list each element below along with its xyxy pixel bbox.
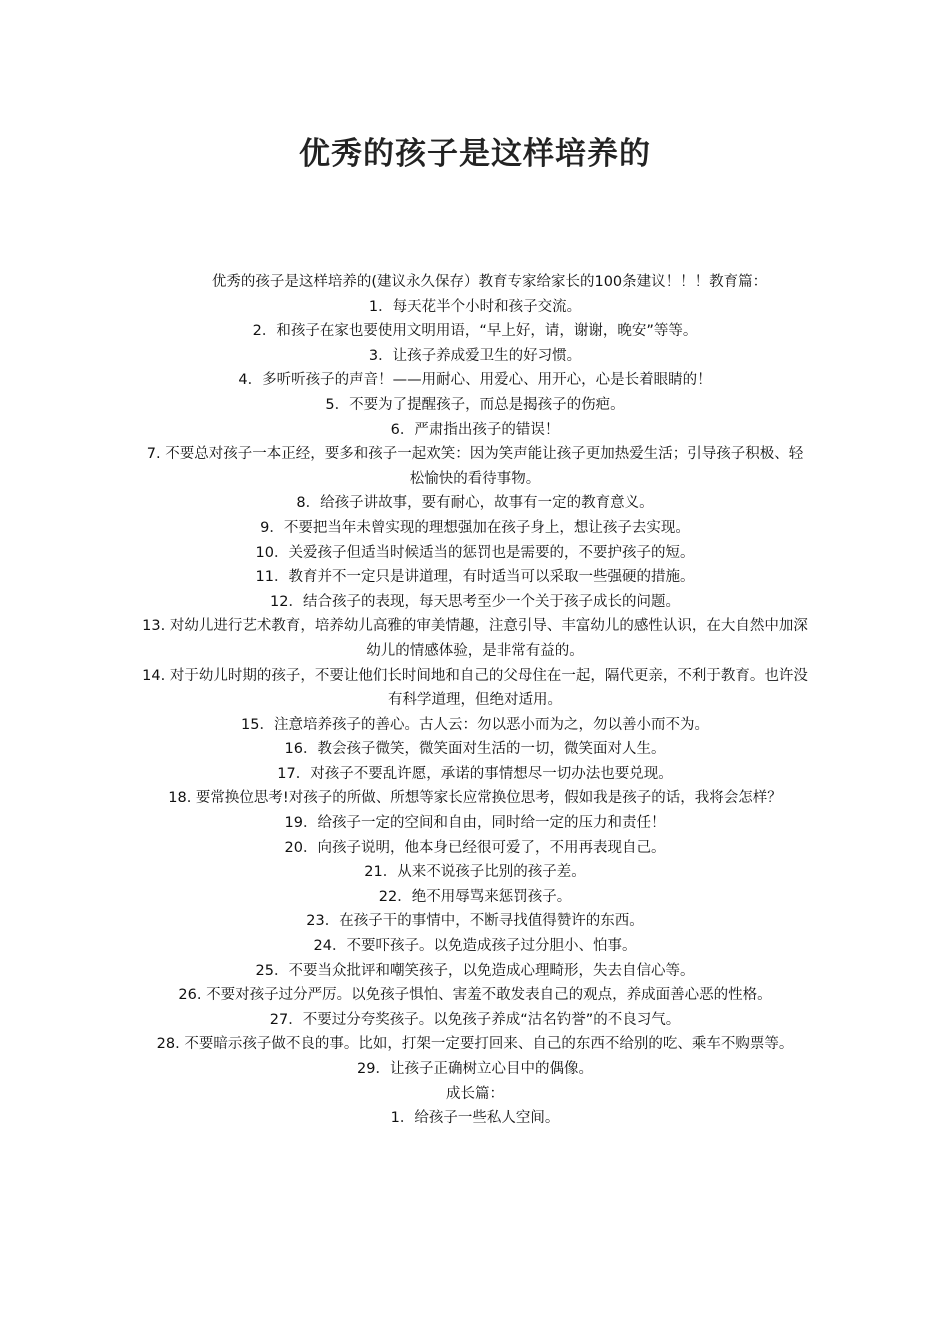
advice-item: 25．不要当众批评和嘲笑孩子，以免造成心理畸形，失去自信心等。: [255, 962, 695, 979]
advice-item: 9．不要把当年未曾实现的理想强加在孩子身上，想让孩子去实现。: [260, 519, 690, 536]
advice-item: 23．在孩子干的事情中，不断寻找值得赞许的东西。: [306, 913, 644, 930]
document-title: 优秀的孩子是这样培养的: [299, 136, 651, 172]
intro-paragraph: 优秀的孩子是这样培养的(建议永久保存）教育专家给家长的100条建议！！！教育篇：: [211, 274, 768, 290]
advice-item: 24．不要吓孩子。以免造成孩子过分胆小、怕事。: [313, 938, 637, 955]
advice-item: 8．给孩子讲故事，要有耐心，故事有一定的教育意义。: [296, 495, 654, 512]
advice-item: 28. 不要暗示孩子做不良的事。比如，打架一定要打回来、自己的东西不给别的吃、乘车不购票等。: [156, 1036, 794, 1053]
advice-item: 17．对孩子不要乱许愿，承诺的事情想尽一切办法也要兑现。: [277, 765, 673, 782]
advice-item: 19．给孩子一定的空间和自由，同时给一定的压力和责任！: [284, 815, 666, 832]
advice-item: 27．不要过分夸奖孩子。以免孩子养成“沽名钓誉”的不良习气。: [269, 1011, 681, 1028]
advice-item: 20．向孩子说明，他本身已经很可爱了，不用再表现自己。: [284, 839, 666, 856]
advice-item: 26. 不要对孩子过分严厉。以免孩子惧怕、害羞不敢发表自己的观点，养成面善心恶的性格。: [178, 987, 772, 1004]
education-advice-list: [140, 295, 810, 1082]
advice-item: 2．和孩子在家也要使用文明用语，“早上好，请，谢谢，晚安”等等。: [252, 323, 698, 340]
advice-item: 4．多听听孩子的声音！——用耐心、用爱心、用开心，心是长着眼睛的！: [238, 372, 712, 389]
advice-item: 15．注意培养孩子的善心。古人云：勿以恶小而为之，勿以善小而不为。: [241, 716, 709, 733]
advice-item: 1．给孩子一些私人空间。: [390, 1110, 560, 1127]
advice-item: 11．教育并不一定只是讲道理，有时适当可以采取一些强硬的措施。: [255, 569, 695, 586]
document-body: [140, 270, 810, 1131]
advice-item: 13. 对幼儿进行艺术教育，培养幼儿高雅的审美情趣，注意引导、丰富幼儿的感性认识，在大自然中加深幼儿的情感体验，是非常有益的。: [142, 618, 808, 659]
advice-item: 6．严肃指出孩子的错误！: [390, 421, 560, 438]
advice-item: 29．让孩子正确树立心目中的偶像。: [357, 1061, 593, 1077]
advice-item: 12．结合孩子的表现，每天思考至少一个关于孩子成长的问题。: [270, 593, 680, 610]
advice-item: 21．从来不说孩子比别的孩子差。: [364, 864, 586, 881]
advice-item: 10．关爱孩子但适当时候适当的惩罚也是需要的，不要护孩子的短。: [255, 544, 695, 561]
advice-item: 7. 不要总对孩子一本正经，要多和孩子一起欢笑：因为笑声能让孩子更加热爱生活；引导孩子积极、轻松愉快的看待事物。: [146, 446, 804, 487]
advice-item: 14. 对于幼儿时期的孩子，不要让他们长时间地和自己的父母住在一起，隔代更亲，不利于教育。也许没有科学道理，但绝对适用。: [142, 667, 808, 709]
advice-item: 18. 要常换位思考!对孩子的所做、所想等家长应常换位思考，假如我是孩子的话，我将会怎样？: [168, 790, 782, 807]
advice-item: 16．教会孩子微笑，微笑面对生活的一切，微笑面对人生。: [284, 741, 666, 758]
section-heading-growth: 成长篇：: [446, 1085, 504, 1102]
advice-item: 22．绝不用辱骂来惩罚孩子。: [378, 888, 572, 905]
advice-item: 5．不要为了提醒孩子，而总是揭孩子的伤疤。: [325, 396, 625, 413]
growth-advice-list: [140, 1106, 810, 1131]
advice-item: 3．让孩子养成爱卫生的好习惯。: [368, 347, 582, 364]
advice-item: 1．每天花半个小时和孩子交流。: [368, 298, 582, 315]
